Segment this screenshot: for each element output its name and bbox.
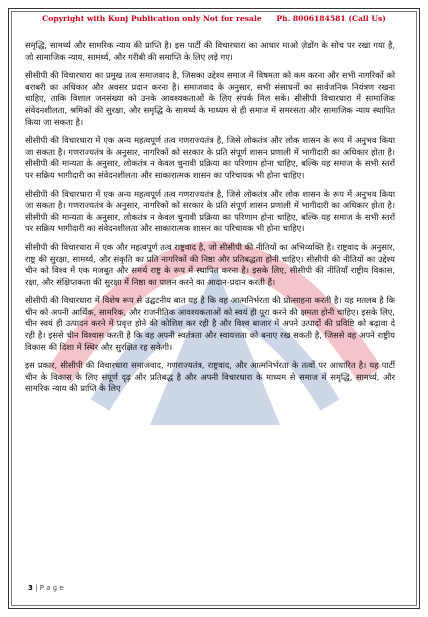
page-header	[0, 14, 428, 23]
paragraph-6: सीसीपी की विचारधारा में विशेष रूप से उद्घटनीय बात यह है कि वह आत्मनिर्भरता की प्रोत्साहना करती है। यह मतलब है कि चीन को अपनी आर्थिक, सामरिक, और राजनीतिक आवश्यकताओं को स्वयं ही पूरा करने की क्षमता होनी चाहिए। इसके लिए, चीन स्वयं ही उत्पादन करने में प्रवृत्त होने की कोशिश कर रही है और विश्व बाजार में अपने उत्पादों की प्रविष्टि को बढ़ावा दे रही है। इससे चीन विश्वास करती है कि वह अपनी स्वतंत्रता और स्वायत्तता को बनाए रख सकती है, जिससे वह अपने राष्ट्रीय विकास की दिशा में स्थिर और सुरक्षित रह सकेगी।	[25, 295, 395, 352]
copyright-notice: Copyright with Kunj Publication only Not for resale	[42, 14, 262, 23]
phone-number: Ph. 8006184581 (Call Us)	[276, 14, 386, 23]
page-number: 3	[28, 584, 33, 592]
paragraph-3: सीसीपी की विचारधारा में एक अन्य महत्वपूर्ण तत्व गणराज्यतंत्र है, जिसे लोकतंत्र और लोक शासन के रूप में अनुभव किया जा सकता है। गणराज्यतंत्र के अनुसार, नागरिकों को सरकार के प्रति संपूर्ण शासन प्रणाली में भागीदारी का अधिकार होता है। सीसीपी की मान्यता के अनुसार, लोकतंत्र न केवल चुनावी प्रक्रिया का परिणाम होना चाहिए, बल्कि यह समाज के सभी स्तरों पर सक्रिय भागीदारी का संवेदनशीलता और साकारात्मक शासन का परिचायक भी होना चाहिए।	[25, 135, 395, 180]
paragraph-4: सीसीपी की विचारधारा में एक अन्य महत्वपूर्ण तत्व गणराज्यतंत्र है, जिसे लोकतंत्र और लोक शासन के रूप में अनुभव किया जा सकता है। गणराज्यतंत्र के अनुसार, नागरिकों को सरकार के प्रति संपूर्ण शासन प्रणाली में भागीदारी का अधिकार होता है। सीसीपी की मान्यता के अनुसार, लोकतंत्र न केवल चुनावी प्रक्रिया का परिणाम होना चाहिए, बल्कि यह समाज के सभी स्तरों पर सक्रिय भागीदारी का संवेदनशीलता और साकारात्मक शासन का परिचायक भी होना चाहिए।	[25, 188, 395, 234]
paragraph-2: सीसीपी की विचारधारा का प्रमुख तत्व समाजवाद है, जिसका उद्देश्य समाज में विषमता को कम करना और सभी नागरिकों को बराबरी का अधिकार और अवसर प्रदान करना है। समाजवाद के अनुसार, सभी संसाधनों का सार्वजनिक नियंत्रण रखना चाहिए, ताकि विशाल जनसंख्या को उनके आवश्यकताओं के लिए संपर्क मिल सके। सीसीपी विचारधारा में सामाजिक संवेदनशीलता, श्रमिकों की सुरक्षा, और समृद्धि के सामर्थ्य के माध्यम से ही समाज में समरसता और सामाजिक न्याय स्थापित किया जा सकता है।	[25, 70, 395, 127]
paragraph-7: इस प्रकार, सीसीपी की विचारधारा समाजवाद, गणराज्यतंत्र, राष्ट्रवाद, और आत्मनिर्भरता के तत्वों पर आधारित है। यह पार्टी चीन के विकास के लिए संपूर्ण दृढ़ और प्रतिबद्ध है और अपनी विचारधारा के माध्यम से समाज में समृद्धि, सामर्थ्य, और सामरिक न्याय की प्राप्ति के लिए	[25, 360, 395, 394]
document-body	[25, 40, 395, 402]
paragraph-5: सीसीपी की विचारधारा में एक और महत्वपूर्ण तत्व राष्ट्रवाद है, जो सीसीपी की नीतियों का अभिव्यक्ति है। राष्ट्रवाद के अनुसार, राष्ट्र की सुरक्षा, सामर्थ्य, और संकृति का प्रति नागरिकों की निष्ठा और प्रतिबद्धता होनी चाहिए। सीसीपी की नीतियों का उद्देश्य चीन को विश्व में एक मजबूत और समर्थ राष्ट्र के रूप में स्थापित करना है। इसके लिए, सीसीपी की नीतियाँ राष्ट्रीय विकास, रक्षा, और संक्षिप्तकता की सुरक्षा में निष्ठा का पालन करने का आदान-प्रदान करती हैं।	[25, 241, 395, 287]
paragraph-1: समृद्धि, सामर्थ्य और सामरिक न्याय की प्राप्ति है। इस पार्टी की विचारधारा का आधार माओ ज़ेडोंग के सोच पर रखा गया है, जो सामाजिक न्याय, सामर्थ्य, और गरीबी की समाप्ति के लिए लड़े गए।	[25, 40, 395, 62]
page-label: | P a g e	[35, 584, 64, 592]
page-footer	[28, 584, 64, 592]
